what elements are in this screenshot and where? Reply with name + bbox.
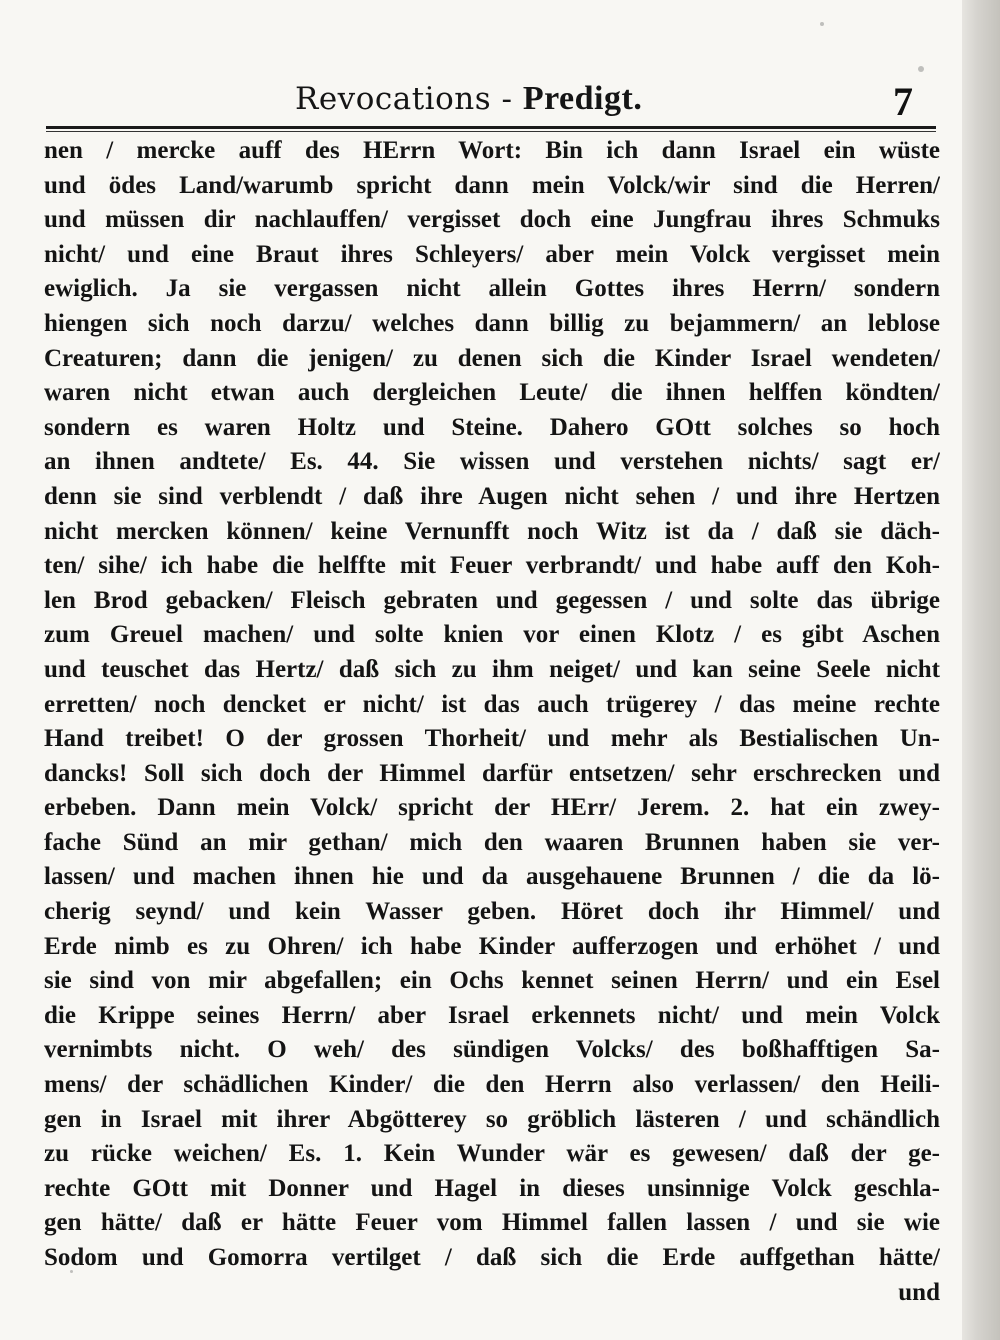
text-line: cherig seynd/ und kein Wasser geben. Höret doch ihr Himmel/ und <box>44 898 940 926</box>
text-line: len Brod gebacken/ Fleisch gebraten und gegessen / und solte das übrige <box>44 586 940 614</box>
text-line: an ihnen andtete/ Es. 44. Sie wissen und verstehen nichts/ sagt er/ <box>44 448 940 476</box>
text-line: ewiglich. Ja sie vergassen nicht allein Gottes ihres Herrn/ sondern <box>44 275 940 303</box>
header-rule-thin <box>46 131 936 132</box>
catchword: und <box>898 1278 940 1306</box>
text-line: dancks! Soll sich doch der Himmel darfür entsetzen/ sehr erschrecken und <box>44 759 940 787</box>
running-title-plain: Revocations - <box>295 81 523 117</box>
text-line: erbeben. Dann mein Volck/ spricht der HErr/ Jerem. 2. hat ein zwey- <box>44 794 940 822</box>
text-line: lassen/ und machen ihnen hie und da ausgehauene Brunnen / die da lö- <box>44 863 940 891</box>
text-line: rechte GOtt mit Donner und Hagel in dieses unsinnige Volck geschla- <box>44 1174 940 1202</box>
text-line: die Krippe seines Herrn/ aber Israel erkennets nicht/ und mein Volck <box>44 1001 940 1029</box>
text-line: Hand treibet! O der grossen Thorheit/ und mehr als Bestialischen Un- <box>44 725 940 753</box>
running-title <box>295 80 642 118</box>
text-line: und ödes Land/warumb spricht dann mein Volck/wir sind die Herren/ <box>44 171 940 199</box>
text-line: Creaturen; dann die jenigen/ zu denen sich die Kinder Israel wendeten/ <box>44 344 940 372</box>
text-line: waren nicht etwan auch dergleichen Leute/ die ihnen helffen köndten/ <box>44 379 940 407</box>
text-line: Erde nimb es zu Ohren/ ich habe Kinder aufferzogen und erhöhet / und <box>44 932 940 960</box>
running-title-bold: Predigt. <box>522 80 643 117</box>
text-line: vernimbts nicht. O weh/ des sündigen Volcks/ des boßhafftigen Sa- <box>44 1036 940 1064</box>
text-line: nicht mercken können/ keine Vernunfft noch Witz ist da / daß sie däch- <box>44 517 940 545</box>
text-line: gen in Israel mit ihrer Abgötterey so gröblich lästeren / und schändlich <box>44 1105 940 1133</box>
text-line: zum Greuel machen/ und solte knien vor einen Klotz / es gibt Aschen <box>44 621 940 649</box>
print-speck <box>820 22 824 26</box>
text-line: gen hätte/ daß er hätte Feuer vom Himmel fallen lassen / und sie wie <box>44 1209 940 1237</box>
print-speck <box>70 1270 73 1273</box>
page-header <box>0 78 960 122</box>
scan-shadow-edge <box>962 0 1000 1340</box>
text-line: hiengen sich noch darzu/ welches dann billig zu bejammern/ an leblose <box>44 309 940 337</box>
header-rule <box>46 126 936 129</box>
text-line: sie sind von mir abgefallen; ein Ochs kennet seinen Herrn/ und ein Esel <box>44 967 940 995</box>
text-line: erretten/ noch dencket er nicht/ ist das auch trügerey / das meine rechte <box>44 690 940 718</box>
text-line: und teuschet das Hertz/ daß sich zu ihm neiget/ und kan seine Seele nicht <box>44 655 940 683</box>
text-line: sondern es waren Holtz und Steine. Dahero GOtt solches so hoch <box>44 413 940 441</box>
text-line: und müssen dir nachlauffen/ vergisset doch eine Jungfrau ihres Schmuks <box>44 206 940 234</box>
page-number: 7 <box>893 79 913 124</box>
text-line: fache Sünd an mir gethan/ mich den waaren Brunnen haben sie ver- <box>44 828 940 856</box>
text-line: ten/ sihe/ ich habe die helffte mit Feuer verbrandt/ und habe auff den Koh- <box>44 552 940 580</box>
print-speck <box>918 66 924 72</box>
text-line: zu rücke weichen/ Es. 1. Kein Wunder wär es gewesen/ daß der ge- <box>44 1140 940 1168</box>
text-line: Sodom und Gomorra vertilget / daß sich die Erde auffgethan hätte/ <box>44 1244 940 1271</box>
text-line: nen / mercke auff des HErrn Wort: Bin ich dann Israel ein wüste <box>44 137 940 164</box>
text-line: denn sie sind verblendt / daß ihre Augen nicht sehen / und ihre Hertzen <box>44 482 940 510</box>
body-text <box>44 134 940 1310</box>
text-line: mens/ der schädlichen Kinder/ die den Herrn also verlassen/ den Heili- <box>44 1071 940 1099</box>
text-line: nicht/ und eine Braut ihres Schleyers/ aber mein Volck vergisset mein <box>44 240 940 268</box>
